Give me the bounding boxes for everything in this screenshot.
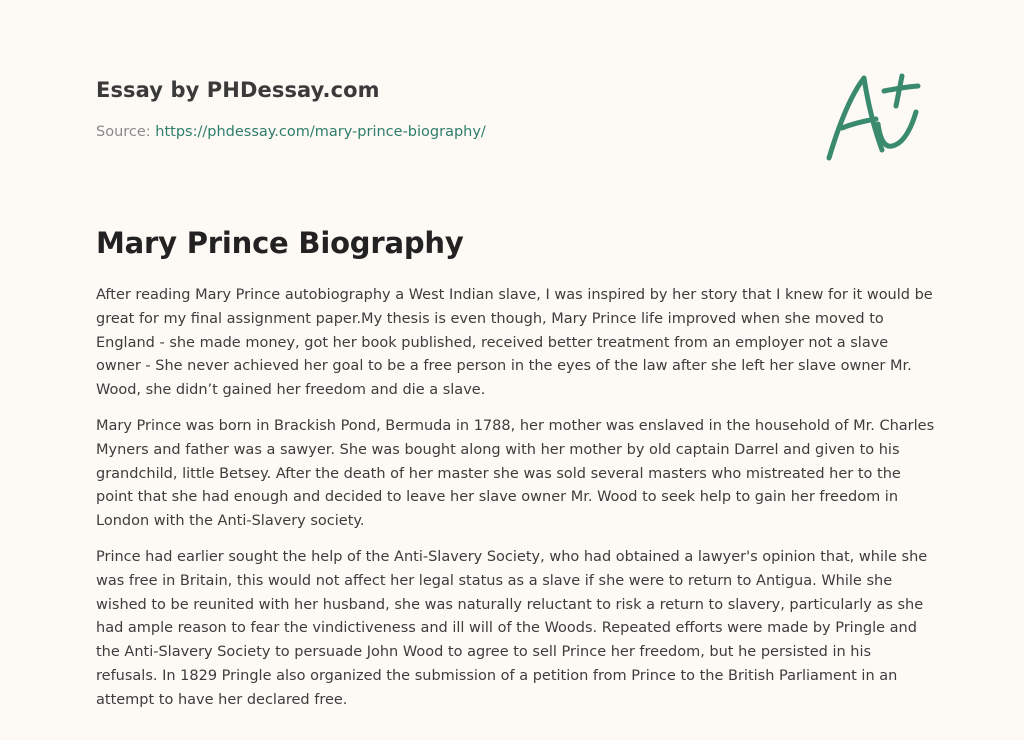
a-plus-logo-icon: [822, 66, 926, 164]
paragraph: Mary Prince was born in Brackish Pond, Bermuda in 1788, her mother was enslaved in the household of Mr. Charles Myners and father was a sawyer. She was bought along with her mother by old captain Darrel and given to his grandchild, little Betsey. After the death of her master she was sold several masters who mistreated her to the point that she had enough and decided to leave her slave owner Mr. Wood to seek help to gain her freedom in London with the Anti-Slavery society.: [96, 417, 935, 530]
article-title: Mary Prince Biography: [96, 226, 464, 260]
paragraph: Prince had earlier sought the help of the Anti-Slavery Society, who had obtained a lawyer's opinion that, while she was free in Britain, this would not affect her legal status as a slave if she were to return to Antigua. While she wished to be reunited with her husband, she was naturally reluctant to risk a return to slavery, particularly as she had ample reason to fear the vindictiveness and ill will of the Woods. Repeated efforts were made by Pringle and the Anti-Slavery Society to persuade John Wood to agree to sell Prince her freedom, but he persisted in his refusals. In 1829 Pringle also organized the submission of a petition from Prince to the British Parliament in an attempt to have her declared free.: [96, 548, 928, 708]
paragraph: After reading Mary Prince autobiography a West Indian slave, I was inspired by her story that I knew for it would be great for my final assignment paper.My thesis is even though, Mary Prince life improved when she moved to England - she made money, got her book published, received better treatment from an employer not a slave owner - She never achieved her goal to be a free person in the eyes of the law after she left her slave owner Mr. Wood, she didn’t gained her freedom and die a slave.: [96, 287, 933, 399]
source-line: [96, 124, 486, 140]
site-brand: Essay by PHDessay.com: [96, 78, 380, 102]
source-label: Source:: [96, 124, 156, 140]
article-body: [96, 284, 936, 725]
source-link[interactable]: https://phdessay.com/mary-prince-biography/: [155, 124, 486, 140]
